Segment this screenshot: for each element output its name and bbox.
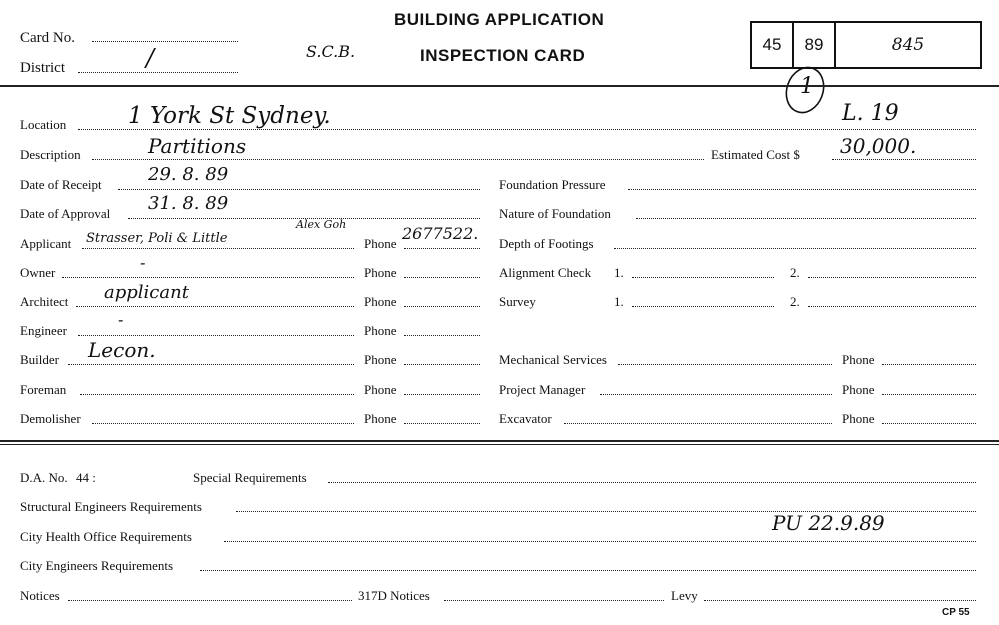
architect-line[interactable] <box>76 306 354 307</box>
engineer-label: Engineer <box>20 323 67 338</box>
foundation-pressure-line[interactable] <box>628 189 976 190</box>
city-health-label: City Health Office Requirements <box>20 529 192 544</box>
mechanical-services-phone-line[interactable] <box>882 364 976 365</box>
notices-317d-label: 317D Notices <box>358 588 430 603</box>
applicant-phone-label: Phone <box>364 236 397 251</box>
applicant-label: Applicant <box>20 236 72 251</box>
survey-1-label: 1. <box>614 294 624 309</box>
area-code-value: S.C.B. <box>306 42 356 61</box>
builder-phone-label: Phone <box>364 352 397 367</box>
city-health-value: PU 22.9.89 <box>772 511 885 535</box>
header-divider <box>0 85 999 87</box>
alignment-check-label: Alignment Check <box>499 265 592 280</box>
date-of-receipt-value: 29. 8. 89 <box>148 164 229 185</box>
survey-2-line[interactable] <box>808 306 976 307</box>
alignment-check-1-label: 1. <box>614 265 624 280</box>
applicant-phone-value: 2677522. <box>402 224 479 243</box>
builder-phone-line[interactable] <box>404 364 480 365</box>
notices-line[interactable] <box>68 600 352 601</box>
date-of-approval-value: 31. 8. 89 <box>148 193 229 214</box>
depth-of-footings-line[interactable] <box>614 248 976 249</box>
foreman-line[interactable] <box>80 394 354 395</box>
levy-line[interactable] <box>704 600 976 601</box>
title-line-1: BUILDING APPLICATION <box>394 10 605 29</box>
owner-label: Owner <box>20 265 56 280</box>
notices-label: Notices <box>20 588 60 603</box>
excavator-phone-line[interactable] <box>882 423 976 424</box>
project-manager-line[interactable] <box>600 394 832 395</box>
alignment-check-2-label: 2. <box>790 265 800 280</box>
foreman-phone-line[interactable] <box>404 394 480 395</box>
form-code: CP 55 <box>942 607 970 618</box>
engineer-value: - <box>118 310 124 329</box>
mechanical-services-label: Mechanical Services <box>499 352 607 367</box>
owner-phone-line[interactable] <box>404 277 480 278</box>
estimated-cost-line[interactable] <box>832 159 976 160</box>
ref-cell-3: 845 <box>891 35 925 55</box>
notices-317d-line[interactable] <box>444 600 664 601</box>
demolisher-label: Demolisher <box>20 411 81 426</box>
owner-phone-label: Phone <box>364 265 397 280</box>
demolisher-phone-label: Phone <box>364 411 397 426</box>
nature-of-foundation-line[interactable] <box>636 218 976 219</box>
ref-cell-1: 45 <box>752 23 794 67</box>
title-line-2: INSPECTION CARD <box>420 46 586 65</box>
district-value: / <box>146 44 155 72</box>
foreman-phone-label: Phone <box>364 382 397 397</box>
description-label: Description <box>20 147 81 162</box>
builder-line[interactable] <box>68 364 354 365</box>
architect-label: Architect <box>20 294 69 309</box>
applicant-value: Strasser, Poli & Little <box>86 231 228 246</box>
section-divider-bottom <box>0 444 999 445</box>
estimated-cost-value: 30,000. <box>840 134 917 158</box>
section-divider-top <box>0 440 999 442</box>
architect-phone-label: Phone <box>364 294 397 309</box>
foreman-label: Foreman <box>20 382 67 397</box>
special-requirements-line[interactable] <box>328 482 976 483</box>
engineer-line[interactable] <box>78 335 354 336</box>
project-manager-phone-label: Phone <box>842 382 875 397</box>
card-no-line[interactable] <box>92 41 238 42</box>
structural-engineers-label: Structural Engineers Requirements <box>20 499 202 514</box>
date-of-receipt-line[interactable] <box>118 189 480 190</box>
architect-value: applicant <box>104 282 189 303</box>
alignment-check-1-line[interactable] <box>632 277 774 278</box>
location-line[interactable] <box>78 129 976 130</box>
mechanical-services-line[interactable] <box>618 364 832 365</box>
location-value: 1 York St Sydney. <box>128 103 331 129</box>
excavator-phone-label: Phone <box>842 411 875 426</box>
survey-1-line[interactable] <box>632 306 774 307</box>
description-value: Partitions <box>148 134 247 158</box>
circled-number <box>800 76 814 98</box>
date-of-approval-label: Date of Approval <box>20 206 111 221</box>
lot-value: L. 19 <box>842 101 899 126</box>
levy-label: Levy <box>671 588 698 603</box>
district-label: District <box>20 60 65 76</box>
description-line[interactable] <box>92 159 704 160</box>
owner-line[interactable] <box>62 277 354 278</box>
district-line[interactable] <box>78 72 238 73</box>
applicant-extra-value: Alex Goh <box>296 218 347 231</box>
date-of-receipt-label: Date of Receipt <box>20 177 102 192</box>
location-label: Location <box>20 117 67 132</box>
builder-label: Builder <box>20 352 59 367</box>
applicant-line[interactable] <box>82 248 354 249</box>
da-no-label: D.A. No. <box>20 470 68 485</box>
special-requirements-label: Special Requirements <box>193 470 307 485</box>
owner-value: - <box>140 253 146 272</box>
nature-of-foundation-label: Nature of Foundation <box>499 206 611 221</box>
project-manager-phone-line[interactable] <box>882 394 976 395</box>
excavator-line[interactable] <box>564 423 832 424</box>
engineer-phone-label: Phone <box>364 323 397 338</box>
ref-cell-2: 89 <box>794 23 836 67</box>
architect-phone-line[interactable] <box>404 306 480 307</box>
engineer-phone-line[interactable] <box>404 335 480 336</box>
survey-label: Survey <box>499 294 536 309</box>
da-no-value: 44 : <box>76 470 96 485</box>
estimated-cost-label: Estimated Cost $ <box>711 147 800 162</box>
depth-of-footings-label: Depth of Footings <box>499 236 594 251</box>
builder-value: Lecon. <box>88 338 156 362</box>
city-engineers-label: City Engineers Requirements <box>20 558 174 573</box>
survey-2-label: 2. <box>790 294 800 309</box>
applicant-phone-line[interactable] <box>404 248 480 249</box>
city-engineers-line[interactable] <box>200 570 976 571</box>
foundation-pressure-label: Foundation Pressure <box>499 177 606 192</box>
mechanical-services-phone-label: Phone <box>842 352 875 367</box>
excavator-label: Excavator <box>499 411 552 426</box>
card-no-label: Card No. <box>20 30 75 46</box>
demolisher-line[interactable] <box>92 423 354 424</box>
demolisher-phone-line[interactable] <box>404 423 480 424</box>
project-manager-label: Project Manager <box>499 382 586 397</box>
city-health-line[interactable] <box>224 541 976 542</box>
alignment-check-2-line[interactable] <box>808 277 976 278</box>
